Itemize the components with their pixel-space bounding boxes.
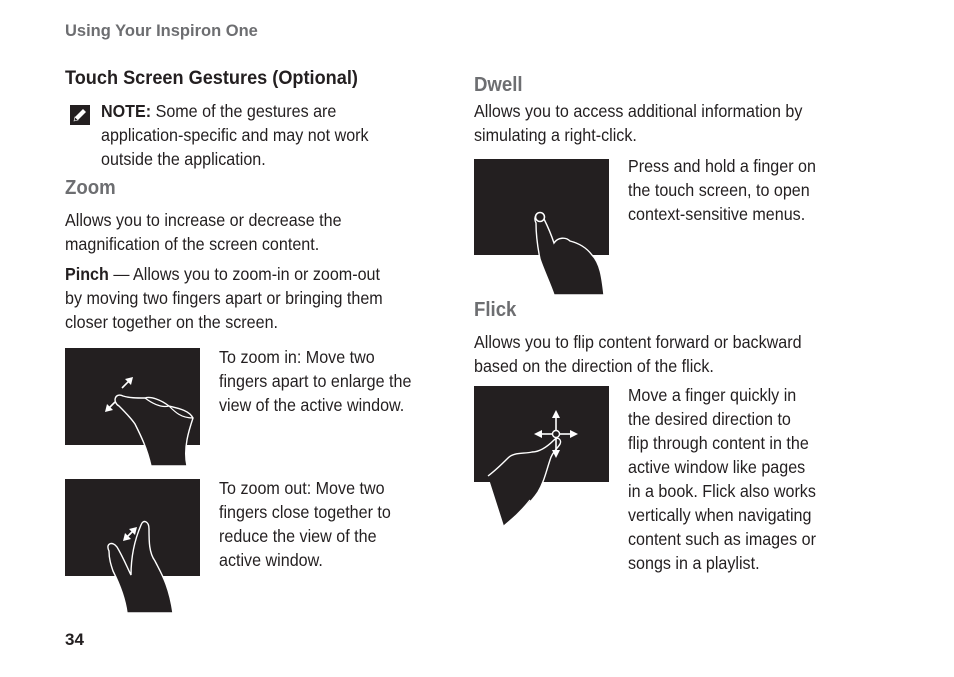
zoom-in-caption <box>219 345 440 417</box>
caption-line: content such as images or <box>628 529 816 549</box>
dwell-heading: Dwell <box>474 74 523 96</box>
caption-line: Press and hold a finger on <box>628 156 816 176</box>
pinch-line: by moving two fingers apart or bringing them <box>65 288 383 308</box>
pencil-note-icon <box>70 105 90 125</box>
zoom-desc-line: Allows you to increase or decrease the <box>65 210 342 230</box>
note-line: application-specific and may not work <box>101 125 369 145</box>
note-text <box>101 99 469 171</box>
flick-caption <box>628 383 858 575</box>
flick-illustration <box>474 386 609 531</box>
caption-line: active window like pages <box>628 457 806 477</box>
caption-line: To zoom out: Move two <box>219 478 385 498</box>
caption-line: songs in a playlist. <box>628 553 760 573</box>
caption-line: reduce the view of the <box>219 526 377 546</box>
zoom-description <box>65 208 442 256</box>
section-title: Touch Screen Gestures (Optional) <box>65 67 358 89</box>
running-head: Using Your Inspiron One <box>65 22 258 40</box>
pinch-line: — Allows you to zoom-in or zoom-out <box>108 264 380 284</box>
zoom-heading: Zoom <box>65 177 116 199</box>
caption-line: the desired direction to <box>628 409 791 429</box>
note-label: NOTE: <box>101 101 152 121</box>
dwell-description <box>474 99 860 147</box>
dwell-caption <box>628 154 849 226</box>
caption-line: fingers close together to <box>219 502 391 522</box>
caption-line: the touch screen, to open <box>628 180 810 200</box>
pinch-label: Pinch <box>65 264 109 284</box>
press-and-hold-illustration <box>474 159 609 297</box>
caption-line: context-sensitive menus. <box>628 204 806 224</box>
pinch-line: closer together on the screen. <box>65 312 279 332</box>
zoom-out-caption <box>219 476 440 572</box>
caption-line: To zoom in: Move two <box>219 347 375 367</box>
dwell-desc-line: simulating a right-click. <box>474 125 637 145</box>
caption-line: vertically when navigating <box>628 505 812 525</box>
flick-description <box>474 330 860 378</box>
note-line: outside the application. <box>101 149 266 169</box>
pinch-zoom-out-illustration <box>65 479 200 614</box>
note-line: Some of the gestures are <box>155 101 337 121</box>
page-number: 34 <box>65 630 84 649</box>
flick-heading: Flick <box>474 299 517 321</box>
caption-line: fingers apart to enlarge the <box>219 371 412 391</box>
caption-line: Move a finger quickly in <box>628 385 797 405</box>
pinch-description <box>65 262 451 334</box>
zoom-desc-line: magnification of the screen content. <box>65 234 320 254</box>
dwell-desc-line: Allows you to access additional information by <box>474 101 803 121</box>
caption-line: flip through content in the <box>628 433 809 453</box>
caption-line: active window. <box>219 550 323 570</box>
flick-desc-line: Allows you to flip content forward or backward <box>474 332 802 352</box>
pinch-zoom-in-illustration <box>65 348 200 468</box>
caption-line: view of the active window. <box>219 395 405 415</box>
flick-desc-line: based on the direction of the flick. <box>474 356 714 376</box>
caption-line: in a book. Flick also works <box>628 481 816 501</box>
